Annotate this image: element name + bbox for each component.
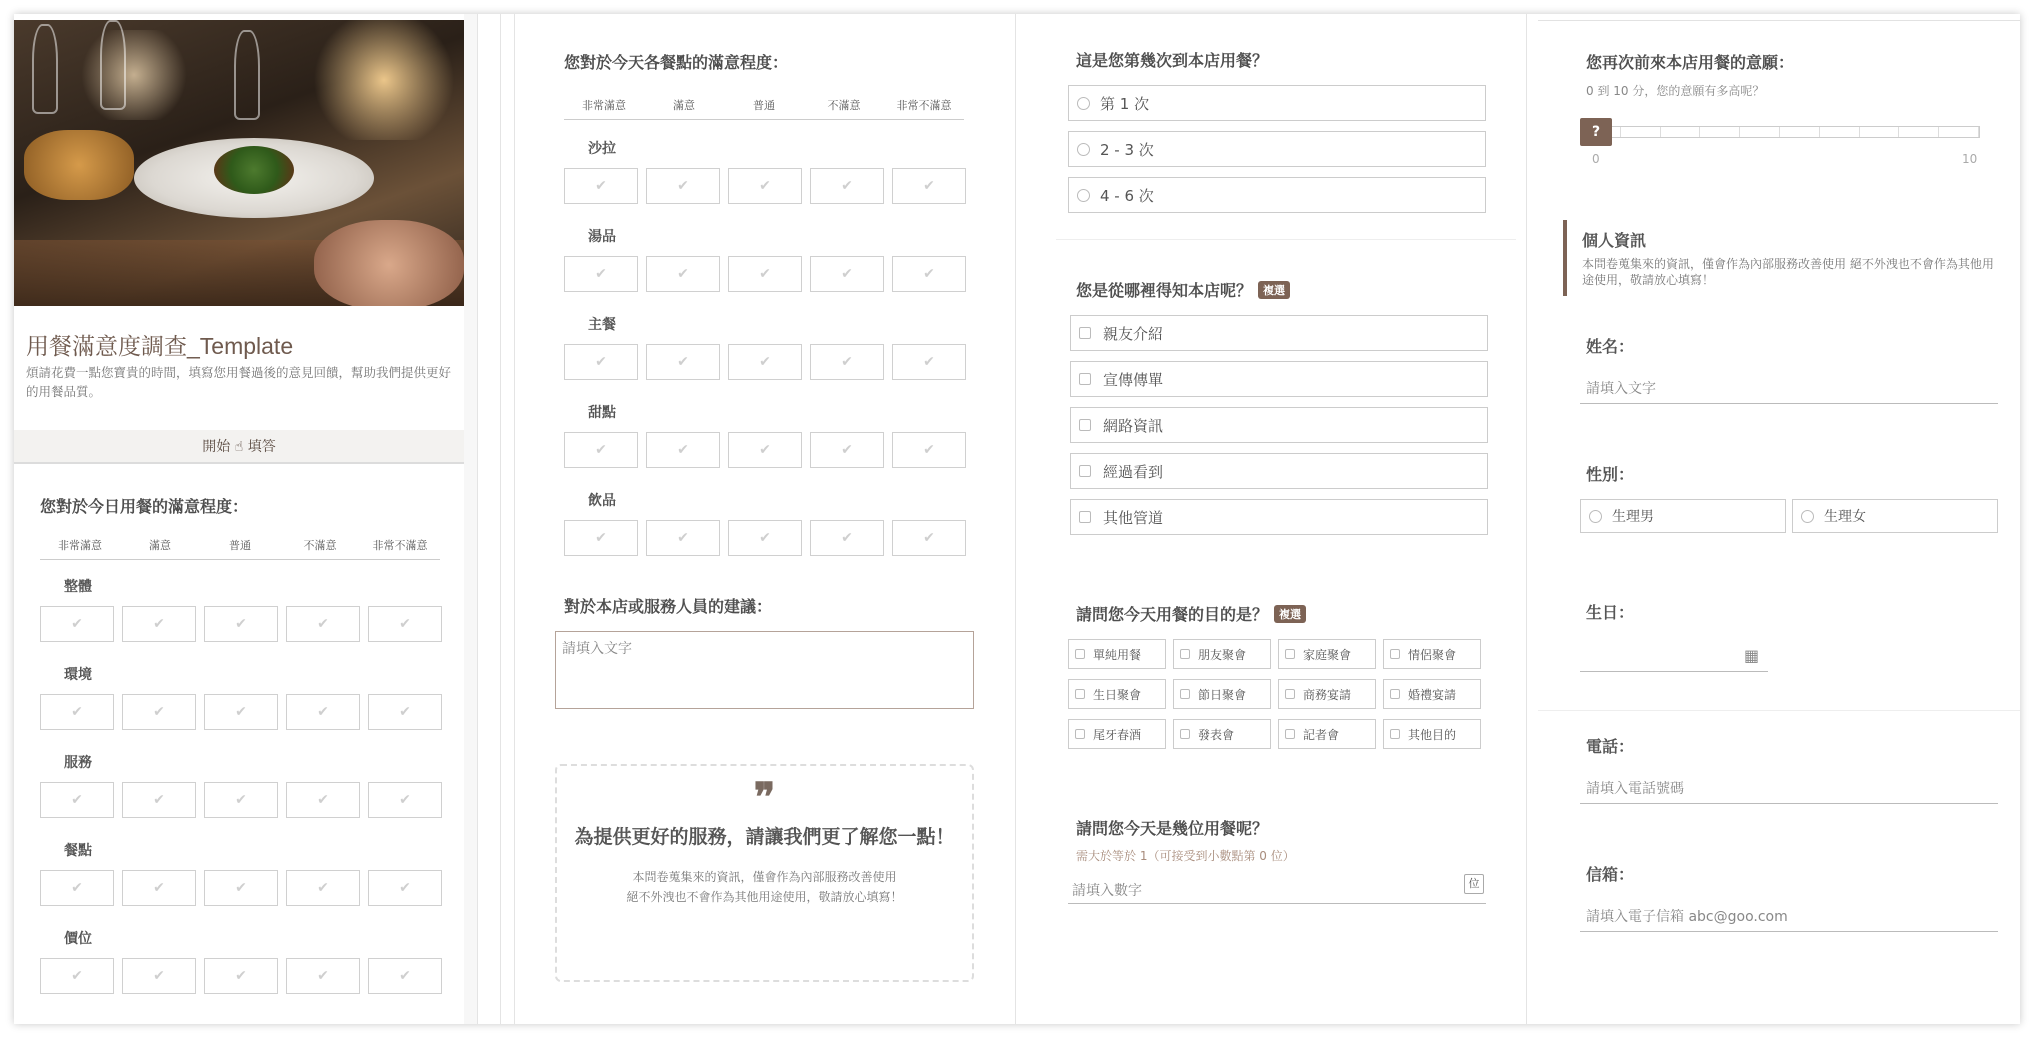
purpose-option[interactable] xyxy=(1383,639,1481,669)
scale-header-label: 不滿意 xyxy=(827,99,861,112)
checkbox-icon xyxy=(1079,511,1091,523)
survey-preview-frame xyxy=(14,14,2020,1024)
check-icon: ✔ xyxy=(153,704,165,720)
purpose-option[interactable] xyxy=(1278,679,1376,709)
check-icon: ✔ xyxy=(595,266,607,282)
q-dishes-scale-header xyxy=(564,96,964,120)
check-icon: ✔ xyxy=(595,178,607,194)
check-icon: ✔ xyxy=(235,880,247,896)
check-icon: ✔ xyxy=(677,354,689,370)
check-icon: ✔ xyxy=(317,616,329,632)
name-input[interactable]: 請填入文字 xyxy=(1580,370,1998,404)
source-option[interactable] xyxy=(1070,499,1488,535)
rating-checkbox[interactable] xyxy=(286,870,360,906)
rating-checkbox[interactable] xyxy=(368,782,442,818)
matrix-row xyxy=(40,694,442,730)
phone-input[interactable]: 請填入電話號碼 xyxy=(1580,770,1998,804)
matrix-row xyxy=(40,870,442,906)
checkbox-icon xyxy=(1075,649,1085,659)
rating-checkbox[interactable] xyxy=(204,782,278,818)
return-slider-track[interactable] xyxy=(1580,126,1980,138)
check-icon: ✔ xyxy=(595,442,607,458)
matrix-row-label: 甜點 xyxy=(588,405,616,421)
personal-section-title: 個人資訊 xyxy=(1582,231,1647,250)
check-icon: ✔ xyxy=(317,880,329,896)
checkbox-icon xyxy=(1079,327,1091,339)
checkbox-icon xyxy=(1079,465,1091,477)
calendar-icon[interactable]: ▦ xyxy=(1744,646,1760,665)
rating-checkbox[interactable] xyxy=(646,168,720,204)
personal-section-desc: 本問卷蒐集來的資訊，僅會作為內部服務改善使用 絕不外洩也不會作為其他用途使用，敬請放心填寫！ xyxy=(1582,257,1994,287)
check-icon: ✔ xyxy=(399,968,411,984)
scale-header-label: 非常不滿意 xyxy=(896,99,952,112)
option-label: 朋友聚會 xyxy=(1198,647,1247,662)
source-option[interactable] xyxy=(1070,315,1488,351)
rating-checkbox[interactable] xyxy=(646,432,720,468)
rating-checkbox[interactable] xyxy=(892,256,966,292)
rating-checkbox[interactable] xyxy=(728,520,802,556)
q-suggest-title: 對於本店或服務人員的建議： xyxy=(564,597,773,616)
rating-checkbox[interactable] xyxy=(122,870,196,906)
rating-checkbox[interactable] xyxy=(646,344,720,380)
rating-checkbox[interactable] xyxy=(122,958,196,994)
rating-checkbox[interactable] xyxy=(728,344,802,380)
rating-checkbox[interactable] xyxy=(810,432,884,468)
check-icon: ✔ xyxy=(235,792,247,808)
radio-icon xyxy=(1589,510,1602,523)
checkbox-icon xyxy=(1390,729,1400,739)
check-icon: ✔ xyxy=(153,616,165,632)
quote-icon: ❞ xyxy=(753,774,776,821)
check-icon: ✔ xyxy=(71,616,83,632)
gender-label: 性別： xyxy=(1586,465,1635,484)
survey-title: 用餐滿意度調查_Template xyxy=(26,333,294,359)
scale-header-label: 非常不滿意 xyxy=(372,539,428,552)
option-label: 婚禮宴請 xyxy=(1408,687,1457,702)
rating-checkbox[interactable] xyxy=(646,520,720,556)
option-label: 經過看到 xyxy=(1103,462,1164,481)
multi-select-badge: 複選 xyxy=(1258,281,1290,299)
option-label: 其他管道 xyxy=(1103,508,1164,527)
rating-checkbox[interactable] xyxy=(564,344,638,380)
check-icon: ✔ xyxy=(317,792,329,808)
check-icon: ✔ xyxy=(71,880,83,896)
name-label: 姓名： xyxy=(1586,337,1635,356)
checkbox-icon xyxy=(1180,649,1190,659)
rating-checkbox[interactable] xyxy=(122,782,196,818)
check-icon: ✔ xyxy=(841,530,853,546)
rating-checkbox[interactable] xyxy=(810,344,884,380)
option-label: 生理男 xyxy=(1612,509,1654,525)
rating-checkbox[interactable] xyxy=(728,432,802,468)
rating-checkbox[interactable] xyxy=(728,168,802,204)
option-label: 宣傳傳單 xyxy=(1103,370,1164,389)
matrix-row xyxy=(40,958,442,994)
slider-min-label: 0 xyxy=(1592,152,1600,166)
purpose-option[interactable] xyxy=(1278,719,1376,749)
matrix-row-label: 湯品 xyxy=(588,229,616,245)
matrix-row xyxy=(564,520,966,556)
check-icon: ✔ xyxy=(841,354,853,370)
birthday-input[interactable] xyxy=(1580,642,1768,672)
check-icon: ✔ xyxy=(71,704,83,720)
check-icon: ✔ xyxy=(677,266,689,282)
q-party-hint: 需大於等於 1（可接受到小數點第 0 位） xyxy=(1076,849,1295,863)
scale-header-label: 非常滿意 xyxy=(58,539,102,552)
quote-body-line: 絕不外洩也不會作為其他用途使用，敬請放心填寫！ xyxy=(626,890,903,904)
checkbox-icon xyxy=(1390,649,1400,659)
source-option[interactable] xyxy=(1070,453,1488,489)
matrix-row-label: 整體 xyxy=(64,579,92,595)
check-icon: ✔ xyxy=(923,266,935,282)
checkbox-icon xyxy=(1180,729,1190,739)
rating-checkbox[interactable] xyxy=(368,870,442,906)
check-icon: ✔ xyxy=(841,266,853,282)
radio-icon xyxy=(1801,510,1814,523)
check-icon: ✔ xyxy=(595,354,607,370)
rating-checkbox[interactable] xyxy=(122,694,196,730)
checkbox-icon xyxy=(1285,649,1295,659)
matrix-row-label: 服務 xyxy=(64,755,92,771)
option-label: 商務宴請 xyxy=(1303,687,1352,702)
unit-label: 位 xyxy=(1464,874,1484,894)
rating-checkbox[interactable] xyxy=(728,256,802,292)
rating-checkbox[interactable] xyxy=(564,520,638,556)
rating-checkbox[interactable] xyxy=(40,782,114,818)
purpose-option[interactable] xyxy=(1173,679,1271,709)
matrix-row-label: 沙拉 xyxy=(588,141,616,157)
q-return-hint: 0 到 10 分，您的意願有多高呢？ xyxy=(1586,84,1765,98)
checkbox-icon xyxy=(1079,373,1091,385)
visits-option[interactable] xyxy=(1068,131,1486,167)
visits-option[interactable] xyxy=(1068,85,1486,121)
email-label: 信箱： xyxy=(1586,865,1635,884)
email-input[interactable]: 請填入電子信箱 abc@goo.com xyxy=(1580,898,1998,932)
rating-checkbox[interactable] xyxy=(892,168,966,204)
check-icon: ✔ xyxy=(923,178,935,194)
source-option[interactable] xyxy=(1070,407,1488,443)
rating-checkbox[interactable] xyxy=(286,782,360,818)
scale-header-label: 滿意 xyxy=(673,99,695,112)
visits-option[interactable] xyxy=(1068,177,1486,213)
quote-heading: 為提供更好的服務，請讓我們更了解您一點！ xyxy=(574,826,955,848)
column-dishes xyxy=(527,14,1015,1024)
q-return-title: 您再次前來本店用餐的意願： xyxy=(1586,53,1795,72)
return-slider-knob[interactable]: ? xyxy=(1580,118,1612,146)
option-label: 4 - 6 次 xyxy=(1100,186,1154,205)
matrix-row-label: 餐點 xyxy=(64,843,92,859)
check-icon: ✔ xyxy=(759,442,771,458)
survey-description: 煩請花費一點您寶貴的時間，填寫您用餐過後的意見回饋，幫助我們提供更好的用餐品質。 xyxy=(26,365,452,399)
option-label: 第 1 次 xyxy=(1100,94,1150,113)
check-icon: ✔ xyxy=(923,354,935,370)
purpose-option[interactable] xyxy=(1068,679,1166,709)
option-label: 單純用餐 xyxy=(1093,647,1142,662)
purpose-option[interactable] xyxy=(1278,639,1376,669)
q-purpose-title: 請問您今天用餐的目的是？ 複選 xyxy=(1076,602,1306,625)
check-icon: ✔ xyxy=(841,442,853,458)
rating-checkbox[interactable] xyxy=(286,694,360,730)
q-party-title: 請問您今天是幾位用餐呢？ xyxy=(1076,819,1269,838)
check-icon: ✔ xyxy=(923,530,935,546)
matrix-row xyxy=(564,256,966,292)
option-label: 網路資訊 xyxy=(1103,416,1164,435)
option-label: 生日聚會 xyxy=(1093,687,1142,702)
rating-checkbox[interactable] xyxy=(892,520,966,556)
source-option[interactable] xyxy=(1070,361,1488,397)
checkbox-icon xyxy=(1079,419,1091,431)
option-label: 親友介紹 xyxy=(1103,324,1164,343)
matrix-row xyxy=(564,168,966,204)
rating-checkbox[interactable] xyxy=(204,870,278,906)
radio-icon xyxy=(1077,97,1090,110)
option-label: 家庭聚會 xyxy=(1303,647,1352,662)
rating-checkbox[interactable] xyxy=(286,606,360,642)
check-icon: ✔ xyxy=(153,792,165,808)
checkbox-icon xyxy=(1075,729,1085,739)
check-icon: ✔ xyxy=(677,442,689,458)
rating-checkbox[interactable] xyxy=(564,256,638,292)
birthday-label: 生日： xyxy=(1586,603,1635,622)
matrix-row xyxy=(40,782,442,818)
check-icon: ✔ xyxy=(759,530,771,546)
rating-checkbox[interactable] xyxy=(40,694,114,730)
slider-max-label: 10 xyxy=(1962,152,1978,166)
rating-checkbox[interactable] xyxy=(646,256,720,292)
scale-header-label: 非常滿意 xyxy=(582,99,626,112)
checkbox-icon xyxy=(1285,689,1295,699)
check-icon: ✔ xyxy=(317,968,329,984)
rating-checkbox[interactable] xyxy=(122,606,196,642)
purpose-option[interactable] xyxy=(1173,639,1271,669)
column-cover xyxy=(14,14,464,1024)
radio-icon xyxy=(1077,143,1090,156)
q-visits-title: 這是您第幾次到本店用餐？ xyxy=(1076,51,1269,70)
matrix-row-label: 環境 xyxy=(64,667,92,683)
matrix-row-label: 主餐 xyxy=(588,317,616,333)
option-label: 節日聚會 xyxy=(1198,687,1247,702)
purpose-option[interactable] xyxy=(1068,719,1166,749)
matrix-row xyxy=(564,344,966,380)
rating-checkbox[interactable] xyxy=(40,606,114,642)
radio-icon xyxy=(1077,189,1090,202)
matrix-row-label: 飲品 xyxy=(588,493,616,509)
rating-checkbox[interactable] xyxy=(368,958,442,994)
check-icon: ✔ xyxy=(399,792,411,808)
q-today-title: 您對於今日用餐的滿意程度： xyxy=(40,497,249,516)
check-icon: ✔ xyxy=(595,530,607,546)
start-button[interactable]: 開始 ☝ 填答 xyxy=(14,430,464,464)
suggestion-textarea[interactable]: 請填入文字 xyxy=(555,631,974,709)
scale-header-label: 普通 xyxy=(753,99,775,112)
rating-checkbox[interactable] xyxy=(368,694,442,730)
phone-label: 電話： xyxy=(1586,737,1635,756)
purpose-option[interactable] xyxy=(1173,719,1271,749)
check-icon: ✔ xyxy=(71,792,83,808)
gender-option-male[interactable] xyxy=(1580,499,1786,533)
intro-quote-section xyxy=(555,764,974,982)
option-label: 情侶聚會 xyxy=(1408,647,1457,662)
check-icon: ✔ xyxy=(71,968,83,984)
option-label: 生理女 xyxy=(1824,509,1866,525)
rating-checkbox[interactable] xyxy=(204,694,278,730)
matrix-row xyxy=(564,432,966,468)
checkbox-icon xyxy=(1180,689,1190,699)
rating-checkbox[interactable] xyxy=(810,168,884,204)
option-label: 記者會 xyxy=(1303,727,1340,742)
check-icon: ✔ xyxy=(235,968,247,984)
checkbox-icon xyxy=(1075,689,1085,699)
rating-checkbox[interactable] xyxy=(564,432,638,468)
option-label: 其他目的 xyxy=(1408,727,1457,742)
check-icon: ✔ xyxy=(759,266,771,282)
check-icon: ✔ xyxy=(923,442,935,458)
check-icon: ✔ xyxy=(677,530,689,546)
check-icon: ✔ xyxy=(399,616,411,632)
check-icon: ✔ xyxy=(235,704,247,720)
section-accent-bar xyxy=(1563,220,1567,296)
checkbox-icon xyxy=(1285,729,1295,739)
check-icon: ✔ xyxy=(399,704,411,720)
rating-checkbox[interactable] xyxy=(40,870,114,906)
q-today-scale-header xyxy=(40,536,440,560)
rating-checkbox[interactable] xyxy=(368,606,442,642)
rating-checkbox[interactable] xyxy=(564,168,638,204)
scale-header-label: 滿意 xyxy=(149,539,171,552)
check-icon: ✔ xyxy=(677,178,689,194)
rating-checkbox[interactable] xyxy=(892,344,966,380)
matrix-row xyxy=(40,606,442,642)
check-icon: ✔ xyxy=(153,880,165,896)
rating-checkbox[interactable] xyxy=(204,606,278,642)
rating-checkbox[interactable] xyxy=(286,958,360,994)
checkbox-icon xyxy=(1390,689,1400,699)
rating-checkbox[interactable] xyxy=(810,520,884,556)
option-label: 發表會 xyxy=(1198,727,1235,742)
q-source-title: 您是從哪裡得知本店呢？ 複選 xyxy=(1076,278,1290,301)
check-icon: ✔ xyxy=(235,616,247,632)
quote-body-line: 本問卷蒐集來的資訊，僅會作為內部服務改善使用 xyxy=(632,870,897,884)
check-icon: ✔ xyxy=(759,178,771,194)
option-label: 尾牙春酒 xyxy=(1093,727,1142,742)
rating-checkbox[interactable] xyxy=(204,958,278,994)
q-dishes-title: 您對於今天各餐點的滿意程度： xyxy=(564,53,789,72)
rating-checkbox[interactable] xyxy=(810,256,884,292)
multi-select-badge: 複選 xyxy=(1274,605,1306,623)
gender-option-female[interactable] xyxy=(1792,499,1998,533)
scale-header-label: 不滿意 xyxy=(303,539,337,552)
scale-header-label: 普通 xyxy=(229,539,251,552)
party-size-input[interactable]: 請填入數字 xyxy=(1068,874,1486,904)
option-label: 2 - 3 次 xyxy=(1100,140,1154,159)
restaurant-hero-image xyxy=(14,20,464,306)
rating-checkbox[interactable] xyxy=(892,432,966,468)
purpose-option[interactable] xyxy=(1068,639,1166,669)
purpose-option[interactable] xyxy=(1383,719,1481,749)
purpose-option[interactable] xyxy=(1383,679,1481,709)
check-icon: ✔ xyxy=(399,880,411,896)
check-icon: ✔ xyxy=(317,704,329,720)
check-icon: ✔ xyxy=(759,354,771,370)
check-icon: ✔ xyxy=(153,968,165,984)
rating-checkbox[interactable] xyxy=(40,958,114,994)
column-visit-info xyxy=(1028,14,1526,1024)
check-icon: ✔ xyxy=(841,178,853,194)
column-personal xyxy=(1538,14,2020,1024)
matrix-row-label: 價位 xyxy=(64,931,92,947)
